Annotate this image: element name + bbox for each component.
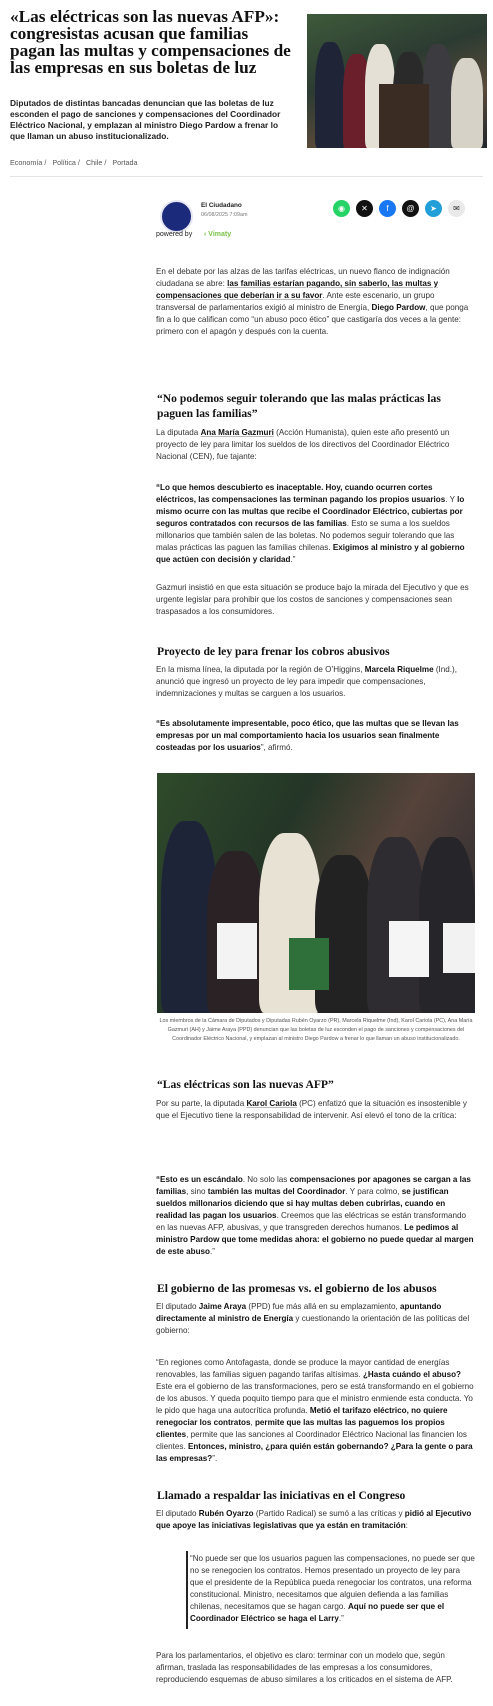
quote-riquelme: “Es absolutamente impresentable, poco ético, que las multas que se llevan las empresas por un mal comportamiento hacia los usuarios sean finalmente costeadas por los usuarios”, afirmó. bbox=[156, 719, 459, 752]
subheading-gazmuri: “No podemos seguir tolerando que las malas prácticas las paguen las familias” bbox=[157, 392, 441, 420]
paragraph-closing: Para los parlamentarios, el objetivo es claro: terminar con un modelo que, según afirman, traslada las responsabilidades de las empresas a los consumidores, reproduciendo esquemas de abuso similares a los criticados en el sistema de AFP. bbox=[156, 1651, 453, 1684]
paragraph-oyarzo: El diputado Rubén Oyarzo (Partido Radical) se sumó a las críticas y pidió al Ejecutivo que apoye las iniciativas legislativas que ya están en tramitación: bbox=[156, 1509, 472, 1530]
breadcrumb-economia[interactable]: Economía / bbox=[10, 158, 47, 167]
vimaty-logo[interactable]: ‹ Vimaty bbox=[204, 231, 232, 238]
quote-gazmuri: “Lo que hemos descubierto es inaceptable. Hoy, cuando ocurren cortes eléctricos, las compensaciones las terminan pagando los propios usuarios. Y lo mismo ocurre con las multas que recibe el Coordinador Eléctrico, cubiertas por seguros contratados con recursos de las familias. Esto se suma a los sueldos millonarios que también salen de las boletas. No podemos seguir tolerando que las malas prácticas las paguen las familias chilenas. Exigimos al ministro y al gobierno que actúen con decisión y claridad.” bbox=[156, 483, 465, 564]
subheading-proyecto: Proyecto de ley para frenar los cobros abusivos bbox=[157, 645, 390, 658]
subheading-afp: “Las eléctricas son las nuevas AFP” bbox=[157, 1078, 334, 1091]
blockquote-bar bbox=[186, 1551, 188, 1629]
breadcrumb bbox=[10, 158, 142, 167]
article-headline: «Las eléctricas son las nuevas AFP»: congresistas acusan que familias pagan las multas y compensaciones de las empresas en sus boletas de luz bbox=[10, 7, 291, 77]
paragraph-araya: El diputado Jaime Araya (PPD) fue más allá en su emplazamiento, apuntando directamente al ministro de Energía y cuestionando la orientación de las políticas del gobierno: bbox=[156, 1302, 470, 1335]
article-dek: Diputados de distintas bancadas denuncian que las boletas de luz esconden el pago de sanciones y compensaciones del Coordinador Eléctrico Nacional, y emplazan al ministro Diego Pardow a frenar lo que llaman un abuso institucionalizado. bbox=[10, 98, 281, 141]
photo-caption: Los miembros de la Cámara de Diputados y Diputadas Rubén Oyarzo (PR), Marcela Riquelme (Ind), Karol Cariola (PC), Ana María Gazmuri (AH) y Jaime Araya (PPD) denuncian que las boletas de luz esconden el pago de sanciones y compensaciones del Coordinador Eléctrico Nacional, y emplazan al ministro Diego Pardow a frenar lo que llaman un abuso institucionalizado. bbox=[159, 1018, 473, 1042]
threads-share-button[interactable] bbox=[402, 200, 419, 217]
telegram-icon: ➤ bbox=[430, 204, 437, 213]
author-name[interactable]: El Ciudadano bbox=[201, 202, 242, 209]
paragraph-riquelme: En la misma línea, la diputada por la región de O’Higgins, Marcela Riquelme (Ind.), anunció que ingresó un proyecto de ley para impedir que compensaciones, indemnizaciones y multas se carguen a los usuarios. bbox=[156, 665, 457, 698]
facebook-share-button[interactable] bbox=[379, 200, 396, 217]
quote-cariola: “Esto es un escándalo. No solo las compensaciones por apagones se cargan a las familias, sino también las multas del Coordinador. Y para colmo, se justifican sueldos millonarios diciendo que si hay multas deben cubrirlas, cuando en realidad las pagan los usuarios. Creemos que las eléctricas se están transformando en las nuevas AFP, abusivas, y que transgreden derechos humanos. Le pedimos al ministro Pardow que tome medidas ahora: el gobierno no puede quedar al margen de este abuso.” bbox=[156, 1175, 474, 1256]
quote-araya: “En regiones como Antofagasta, donde se produce la mayor cantidad de energías renovables, las familias siguen pagando tarifas altísimas. ¿Hasta cuándo el abuso? Este era el gobierno de las transformaciones, pero se está transformando en el gobierno de los abusos. Y queda poquito tiempo para que el ministro enmiende esta conducta. Yo le pido que haga una autocrítica profunda. Metió el tarifazo eléctrico, no quiere renegociar los contratos, permite que las multas las paguemos los propios clientes, permite que las sanciones al Coordinador Eléctrico Nacional las financien los clientes. Entonces, ministro, ¿para quién están gobernando? ¿Para la gente o para las empresas?”. bbox=[156, 1358, 474, 1463]
subheading-gobierno: El gobierno de las promesas vs. el gobierno de los abusos bbox=[157, 1282, 437, 1295]
breadcrumb-portada[interactable]: Portada bbox=[112, 158, 138, 167]
threads-icon: @ bbox=[406, 204, 415, 213]
whatsapp-icon: ◉ bbox=[338, 204, 345, 213]
telegram-share-button[interactable] bbox=[425, 200, 442, 217]
powered-by-label: powered by bbox=[156, 231, 193, 238]
paragraph-cariola: Por su parte, la diputada Karol Cariola (PC) enfatizó que la situación es insostenible y que el Ejecutivo tiene la responsabilidad de intervenir. Así elevó el tono de la crítica: bbox=[156, 1099, 467, 1120]
article-header bbox=[10, 7, 483, 167]
breadcrumb-chile[interactable]: Chile / bbox=[85, 158, 107, 167]
header-divider bbox=[10, 176, 483, 177]
facebook-icon: f bbox=[386, 204, 389, 213]
email-icon: ✉ bbox=[453, 204, 460, 213]
paragraph-gazmuri-followup: Gazmuri insistió en que esta situación se produce bajo la mirada del Ejecutivo y que es urgente legislar para prohibir que los costos de sanciones y compensaciones sean traspasados a los consumidores. bbox=[156, 583, 469, 616]
subheading-congreso: Llamado a respaldar las iniciativas en el Congreso bbox=[157, 1489, 406, 1502]
paragraph-intro: En el debate por las alzas de las tarifas eléctricas, un nuevo flanco de indignación ciudadana se abre: las familias estarían pagando, sin saberlo, las multas y compensaciones que deberían ir a su favor. Ante este escenario, un grupo transversal de parlamentarios exigió al ministro de Energía, Diego Pardow, que ponga fin a lo que califican como “un abuso poco ético” que castigaría dos veces a la gente: primero con el apagón y después con la cuenta. bbox=[156, 267, 469, 336]
quote-oyarzo: “No puede ser que los usuarios paguen las compensaciones, no puede ser que no se renegocien los contratos. Hemos presentado un proyecto de ley para que el presidente de la República pueda renegociar los contratos, una reforma constitucional. Ministro, necesitamos que alguien defienda a las familias chilenas, necesitamos que se hagan cargo. Aquí no puede ser que el Coordinador Eléctrico se haga el Larry.” bbox=[190, 1554, 475, 1623]
whatsapp-share-button[interactable] bbox=[333, 200, 350, 217]
publish-date: 06/08/2025 7:09am bbox=[201, 212, 248, 218]
paragraph-gazmuri: La diputada Ana María Gazmuri (Acción Humanista), quien este año presentó un proyecto de ley para limitar los sueldos de los directivos del Coordinador Eléctrico Nacional (CEN), fue tajante: bbox=[156, 428, 450, 461]
vimaty-label: Vimaty bbox=[208, 231, 232, 238]
breadcrumb-politica[interactable]: Política / bbox=[52, 158, 80, 167]
x-icon: ✕ bbox=[361, 204, 368, 213]
email-share-button[interactable] bbox=[448, 200, 465, 217]
author-avatar[interactable] bbox=[160, 200, 193, 233]
x-share-button[interactable] bbox=[356, 200, 373, 217]
hero-photo bbox=[307, 14, 487, 148]
article-photo bbox=[157, 773, 475, 1013]
